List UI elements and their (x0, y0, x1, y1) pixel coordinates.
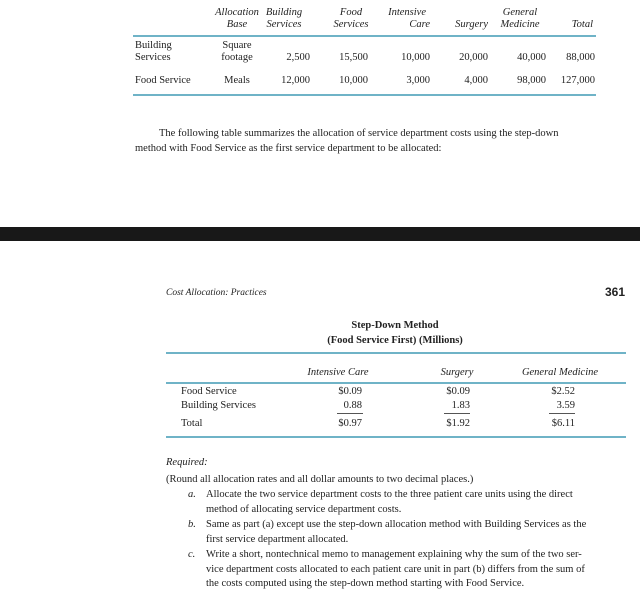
header-line: Care (409, 19, 430, 30)
table-title: Step-Down Method (351, 320, 439, 331)
text-line: The following table summarizes the allocation of service department costs using the step-down (159, 128, 559, 139)
cell: 127,000 (560, 75, 595, 86)
cell: 98,000 (517, 75, 546, 86)
item-letter: c. (188, 549, 196, 560)
required-item-a (188, 488, 573, 517)
row-label: Building Services (181, 400, 256, 411)
required-item-c (188, 548, 585, 592)
header-line: Allocation (215, 7, 259, 18)
page-break-band (0, 227, 640, 241)
header-line: Food (339, 7, 363, 18)
cell: 88,000 (566, 52, 595, 63)
cell: $1.92 (446, 418, 470, 429)
header-line: Base (226, 19, 248, 30)
item-letter: a. (188, 489, 196, 500)
col-header-building-services (258, 7, 310, 31)
cell: 20,000 (459, 52, 488, 63)
base-line: footage (221, 52, 253, 63)
label-line: Building (135, 40, 172, 51)
cell: $0.09 (446, 386, 470, 397)
col-header-total: Total (571, 19, 593, 30)
col-header-food-services (326, 7, 376, 31)
header-line: Services (333, 19, 369, 30)
page-number: 361 (604, 285, 625, 299)
header-line: Building (265, 7, 303, 18)
cell: 0.88 (343, 400, 362, 411)
cell: 4,000 (464, 75, 488, 86)
item-line: Allocate the two service department costs to the three patient care units using the direct (206, 489, 573, 500)
label-line: Services (135, 52, 171, 63)
cell: $0.97 (338, 418, 362, 429)
cell: 15,500 (339, 52, 368, 63)
col-header-intensive-care (380, 7, 430, 31)
running-title: Cost Allocation: Practices (166, 288, 267, 298)
cell: $2.52 (551, 386, 575, 397)
cell: 3.59 (556, 400, 575, 411)
item-line: vice department costs allocated to each patient care unit in part (b) differs from the sum of (206, 563, 585, 575)
header-line: Intensive (388, 7, 426, 18)
row-label-food-service: Food Service (135, 75, 191, 86)
item-line: Write a short, nontechnical memo to management explaining why the sum of the two ser- (206, 549, 582, 560)
required-item-b (188, 518, 586, 547)
cell: 10,000 (401, 52, 430, 63)
row-label-building-services (135, 40, 172, 64)
cell: 1.83 (451, 400, 470, 411)
col-header-general-medicine: General Medicine (521, 367, 599, 378)
required-heading: Required: (166, 457, 208, 468)
cell: $0.09 (338, 386, 362, 397)
cell: 3,000 (406, 75, 430, 86)
base-meals: Meals (224, 75, 250, 86)
header-line: Medicine (500, 19, 540, 30)
item-line: method of allocating service department costs. (206, 503, 402, 515)
header-line: Services (266, 19, 302, 30)
table-subtitle: (Food Service First) (Millions) (327, 335, 463, 346)
cell: 2,500 (286, 52, 310, 63)
row-label: Total (181, 418, 203, 429)
cell: 10,000 (339, 75, 368, 86)
item-line: Same as part (a) except use the step-down allocation method with Building Services as the (206, 519, 587, 530)
col-header-intensive-care: Intensive Care (307, 367, 369, 378)
cell: 12,000 (281, 75, 310, 86)
col-header-surgery: Surgery (455, 19, 488, 30)
base-line: Square (222, 40, 252, 51)
row-label: Food Service (181, 386, 237, 397)
col-header-general-medicine (490, 7, 550, 31)
required-note: (Round all allocation rates and all dollar amounts to two decimal places.) (166, 474, 474, 485)
item-letter: b. (188, 519, 196, 530)
item-line: the costs computed using the step-down method starting with Food Service. (206, 578, 525, 589)
text-line: method with Food Service as the first service department to be allocated: (135, 142, 442, 154)
cell: $6.11 (551, 418, 575, 429)
header-line: General (502, 7, 538, 18)
col-header-surgery: Surgery (440, 367, 474, 378)
intro-paragraph (135, 127, 558, 156)
item-line: first service department allocated. (206, 533, 349, 545)
cell: 40,000 (517, 52, 546, 63)
